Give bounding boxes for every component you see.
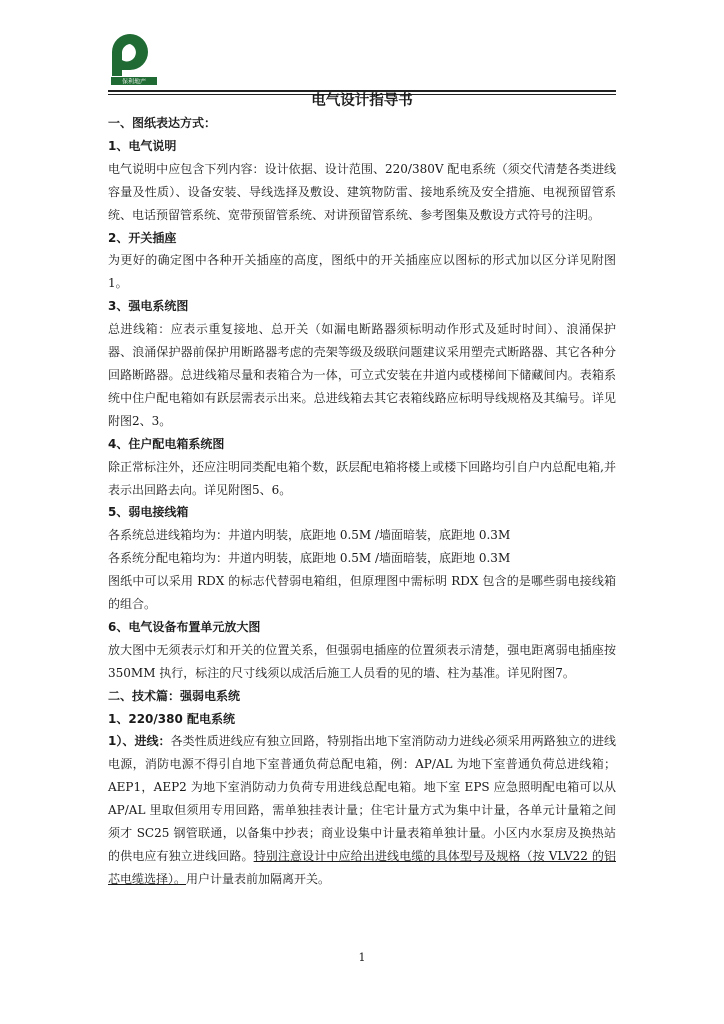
item-2-heading: 2、开关插座 (108, 230, 177, 245)
document-title: 电气设计指导书 (311, 93, 413, 109)
logo-text: 保利地产 (121, 78, 147, 86)
cable-spec-note: 特别注意设计中应给出进线电缆的具体型号及规格（按 VLV22 的铝芯电缆选择）。 (108, 849, 616, 886)
item-5-line-1: 各系统总进线箱均为：井道内明装，底距地 0.5M /墙面暗装，底距地 0.3M (108, 528, 511, 543)
page-number: 1 (358, 951, 366, 964)
section-2-heading: 二、技术篇：强弱电系统 (108, 688, 241, 703)
item-4-heading: 4、住户配电箱系统图 (108, 436, 225, 451)
item-2-paragraph: 为更好的确定图中各种开关插座的高度，图纸中的开关插座应以图标的形式加以区分详见附图1。 (108, 253, 616, 291)
item-6-heading: 6、电气设备布置单元放大图 (108, 619, 261, 634)
document-body (108, 112, 616, 891)
incoming-line-paragraph (108, 730, 616, 890)
section-1-heading: 一、图纸表达方式： (108, 116, 217, 130)
item-5-heading: 5、弱电接线箱 (108, 505, 189, 520)
item-5-paragraph: 图纸中可以采用 RDX 的标志代替弱电箱组，但原理图中需标明 RDX 包含的是哪些弱电接线箱的组合。 (108, 574, 616, 612)
company-logo (110, 32, 158, 86)
item-6-paragraph: 放大图中无须表示灯和开关的位置关系，但强弱电插座的位置须表示清楚，强电距离弱电插座按 350MM 执行，标注的尺寸线须以成活后施工人员看的见的墙、柱为基准。详见附图7。 (108, 642, 616, 680)
item-3-heading: 3、强电系统图 (108, 299, 189, 314)
item-3-paragraph: 总进线箱：应表示重复接地、总开关（如漏电断路器须标明动作形式及延时时间）、浪涌保护器、浪涌保护器前保护用断路器考虑的壳架等级及级联问题建议采用塑壳式断路器、其它各种分回路断路器。总进线箱尽量和表箱合为一体，可立式安装在井道内或楼梯间下储藏间内。表箱系统中住户配电箱如有跃层需表示出来。总进线箱去其它表箱线路应标明导线规格及其编号。详见附图2、3。 (108, 322, 616, 428)
item-4-paragraph: 除正常标注外，还应注明同类配电箱个数，跃层配电箱将楼上或楼下回路均引自户内总配电箱,并表示出回路去向。详见附图5、6。 (108, 459, 616, 497)
item-1-paragraph: 电气说明中应包含下列内容：设计依据、设计范围、220/380V 配电系统（须交代清楚各类进线容量及性质）、设备安装、导线选择及敷设、建筑物防雷、接地系统及安全措施、电视预留管系统、电话预留管系统、宽带预留管系统、对讲预留管系统、参考图集及敷设方式符号的注明。 (108, 161, 616, 222)
subsection-1-heading: 1、220/380 配电系统 (108, 711, 236, 726)
incoming-line-lead: 1）、进线： (108, 734, 171, 749)
item-1-heading: 1、电气说明 (108, 138, 177, 153)
isolation-switch-note: 用户计量表前加隔离开关。 (186, 871, 331, 886)
incoming-line-body: 各类性质进线应有独立回路，特别指出地下室消防动力进线必须采用两路独立的进线电源，消防电源不得引自地下室普通负荷总配电箱，例：AP/AL 为地下室普通负荷总进线箱；AEP1，AEP2 为地下室消防动力负荷专用进线总配电箱。地下室 EPS 应急照明配电箱可以从 AP/AL 里取但须用专用回路，需单独挂表计量；住宅计量方式为集中计量，各单元计量箱之间须才 SC25 钢管联通，以备集中抄表；商业设集中计量表箱单独计量。小区内水泵房及换热站的供电应有独立进线回路。 (108, 734, 616, 863)
item-5-line-2: 各系统分配电箱均为：井道内明装，底距地 0.5M /墙面暗装，底距地 0.3M (108, 551, 511, 566)
